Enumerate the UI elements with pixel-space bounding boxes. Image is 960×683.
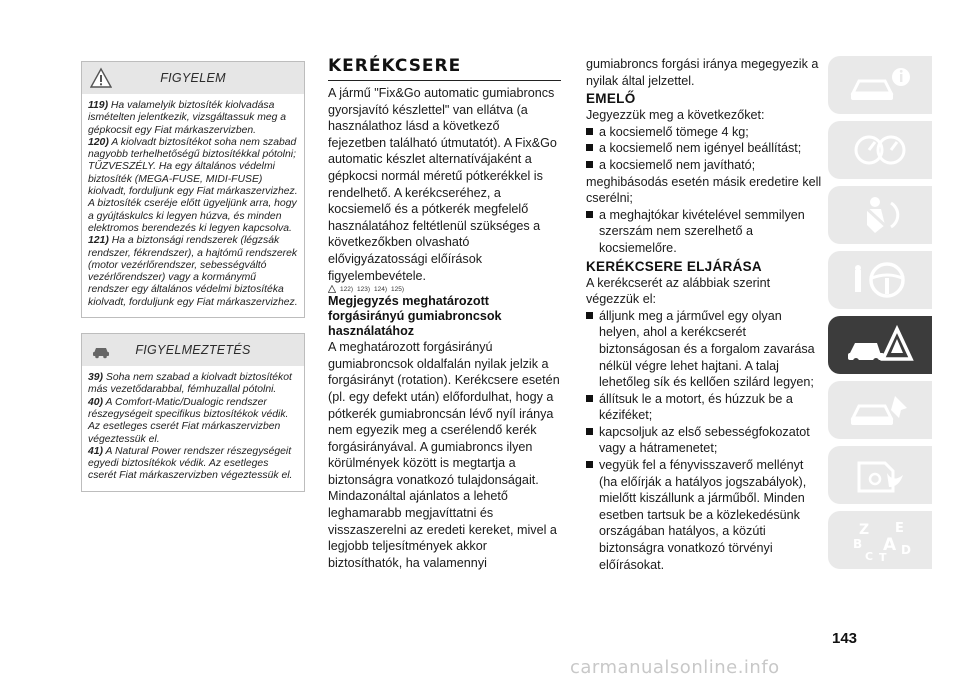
warning-item-number: 120)	[88, 136, 109, 148]
tab-emergency[interactable]	[828, 316, 932, 374]
jack-heading: EMELŐ	[586, 91, 636, 107]
warning-item-text: Ha a biztonsági rendszerek (légzsák rendszer, fékrendszer), a hajtómű rendszerek (motor vezérlőrendszer, sebességváltó vezérlőrendszer) vagy a kormánymű rendszer egy általános védelmi biztosítéka kiolvadt, forduljunk egy Fiat márkaszervizhez.	[88, 235, 298, 308]
notes-column	[81, 61, 305, 507]
bullet-square-icon	[586, 428, 593, 435]
tab-maintenance[interactable]	[828, 381, 932, 439]
list-item-text: vegyük fel a fényvisszaverő mellényt (ha előírják a hatályos jogszabályok), mielőtt kiszállunk a járműből. Minden esetben tartsuk be a közlekedésünk országában hatályos, a közúti biztonságra vonatkozó törvényi előírásokat.	[599, 458, 807, 572]
caution-item	[88, 372, 298, 397]
bullet-square-icon	[586, 161, 593, 168]
main-column	[328, 56, 561, 571]
list-item	[586, 207, 822, 257]
technical-data-icon	[845, 453, 915, 497]
list-item-text: a meghajtókar kivételével semmilyen szerszám nem szerelhető a kocsiemelőre.	[599, 207, 805, 255]
index-icon	[845, 518, 915, 562]
dashboard-icon	[845, 128, 915, 172]
list-item-text: a kocsiemelő nem javítható;	[599, 157, 756, 172]
steering-icon	[845, 258, 915, 302]
watermark: carmanualsonline.info	[570, 657, 780, 678]
rotation-note-heading: Megjegyzés meghatározott forgásirányú gumiabroncsok használatához	[328, 294, 502, 339]
warning-item-text: Ha valamelyik biztosíték kiolvadása ismételten jelentkezik, vizsgáltassuk meg a gépkocsit egy Fiat márkaszervizben.	[88, 100, 287, 136]
caution-box-header	[82, 334, 304, 366]
caution-title: FIGYELMEZTETÉS	[135, 343, 251, 358]
index-letter: C	[865, 550, 874, 562]
caution-item-text: Soha nem szabad a kiolvadt biztosítékot más vezetődarabbal, fémhuzallal pótolni.	[88, 372, 292, 396]
bullet-square-icon	[586, 312, 593, 319]
chapter-nav	[828, 56, 932, 576]
safety-icon	[845, 193, 915, 237]
continuation-text: gumiabroncs forgási iránya megegyezik a nyilak által jelzettel.	[586, 57, 819, 88]
tab-car-info[interactable]	[828, 56, 932, 114]
warning-item	[88, 100, 298, 137]
jack-intro: Jegyezzük meg a következőket:	[586, 108, 765, 123]
list-item-text: álljunk meg a járművel egy olyan helyen, ahol a kerékcserét biztonságosan és a forgalom zavarása nélkül végre lehet hajtani. A talaj lehetőleg sík és kellően szilárd legyen;	[599, 308, 815, 390]
bullet-square-icon	[586, 144, 593, 151]
continuation-column	[586, 56, 822, 573]
index-letter: B	[853, 537, 863, 551]
reference-list	[328, 285, 561, 293]
list-item	[586, 391, 822, 424]
procedure-intro: A kerékcserét az alábbiak szerint végezzük el:	[586, 275, 771, 307]
reference-number[interactable]: 122)	[340, 285, 354, 293]
caution-item-text: A Comfort-Matic/Dualogic rendszer részegységeit specifikus biztosítékok védik. Az esetleges cserét Fiat márkaszervizben végeztessük el.	[88, 396, 289, 445]
page-number: 143	[832, 630, 858, 647]
warning-box-header	[82, 62, 304, 94]
warning-item-number: 121)	[88, 235, 109, 247]
list-item	[586, 308, 822, 391]
bullet-square-icon	[586, 461, 593, 468]
warning-triangle-icon	[90, 67, 112, 89]
caution-item-number: 40)	[88, 396, 104, 408]
rotation-note-text: A meghatározott forgásirányú gumiabroncsok oldalfalán nyilak jelzik a forgásirányt (rotation). Kerékcsere esetén (pl. egy defekt után) előfordulhat, hogy a pótkerék gumiabroncsán lévő nyíl iránya nem egyezik meg a cserélendő kerék forgásirányával. A gumiabroncs ilyen körülmények között is megtartja a biztonságra vonatkozó tulajdonságait. Mindazonáltal ajánlatos a lehető leghamarabb megjavíttatni és visszaszerelni az eredeti kereket, mivel a legjobb teljesítmények akkor biztosíthatók, ha valamennyi	[328, 340, 560, 570]
list-item	[586, 424, 822, 457]
tab-dashboard[interactable]	[828, 121, 932, 179]
list-item	[586, 124, 822, 141]
caution-box	[81, 333, 305, 492]
warning-body	[82, 94, 304, 317]
list-item	[586, 157, 822, 174]
caution-item	[88, 397, 298, 446]
page-title: KERÉKCSERE	[328, 56, 561, 81]
bullet-square-icon	[586, 128, 593, 135]
tab-technical-data[interactable]	[828, 446, 932, 504]
warning-box	[81, 61, 305, 318]
tab-index[interactable]	[828, 511, 932, 569]
tab-starting-driving[interactable]	[828, 251, 932, 309]
list-item-text: a kocsiemelő tömege 4 kg;	[599, 124, 749, 139]
caution-item	[88, 446, 298, 483]
caution-item-number: 41)	[88, 445, 104, 457]
index-letter: T	[879, 551, 887, 562]
procedure-heading: KERÉKCSERE ELJÁRÁSA	[586, 258, 762, 274]
bullet-square-icon	[586, 211, 593, 218]
warning-item-text: A kiolvadt biztosítékot soha nem szabad nagyobb terhelhetőségű biztosítékkal pótolni; TŰZVESZÉLY. Ha egy általános védelmi biztosíték (MEGA-FUSE, MIDI-FUSE) kiolvadt, forduljunk egy Fiat márkaszervizhez. A biztosíték cseréje előtt ügyeljünk arra, hogy a gyújtáskulcs ki legyen húzva, és minden elektromos berendezés ki legyen kapcsolva.	[88, 136, 298, 234]
caution-item-text: A Natural Power rendszer részegységeit egyedi biztosítékok védik. Az esetleges cserét Fiat márkaszervizben végeztessük el.	[88, 445, 293, 482]
reference-number[interactable]: 124)	[374, 285, 388, 293]
tab-safety[interactable]	[828, 186, 932, 244]
list-item-text: állítsuk le a motort, és húzzuk be a kéziféket;	[599, 391, 793, 423]
emergency-icon	[845, 323, 915, 367]
bullet-square-icon	[586, 395, 593, 402]
reference-number[interactable]: 125)	[391, 285, 405, 293]
maintenance-icon	[845, 388, 915, 432]
reference-number[interactable]: 123)	[357, 285, 371, 293]
caution-item-number: 39)	[88, 372, 104, 384]
caution-body	[82, 366, 304, 491]
jack-note: meghibásodás esetén másik eredetire kell cserélni;	[586, 174, 822, 206]
warning-item	[88, 137, 298, 235]
car-caution-icon	[90, 339, 112, 361]
warning-ref-icon	[328, 285, 336, 293]
car-info-icon	[845, 63, 915, 107]
list-item-text: a kocsiemelő nem igényel beállítást;	[599, 141, 802, 156]
index-letter: A	[883, 535, 897, 555]
warning-item-number: 119)	[88, 100, 109, 111]
index-letter: E	[895, 521, 904, 536]
warning-title: FIGYELEM	[160, 71, 226, 85]
index-letter: Z	[859, 522, 870, 538]
list-item	[586, 140, 822, 157]
warning-item	[88, 235, 298, 309]
intro-paragraph: A jármű "Fix&Go automatic gumiabroncs gyorsjavító készlettel" van ellátva (a használathoz lásd a következő fejezetben található útmutatót). A Fix&Go automatic készlet alternatívájaként a gépkocsi normál méretű pótkerékkel is rendelhető. A kerékcseréhez, a kocsiemelő és a pótkerék megfelelő használatához feltétlenül szükséges a következőkben olvasható elővigyázatossági előírások figyelembevétele.	[328, 86, 557, 283]
index-letter: D	[901, 543, 911, 557]
list-item-text: kapcsoljuk az első sebességfokozatot vagy a hátramenetet;	[599, 424, 810, 456]
list-item	[586, 457, 822, 573]
